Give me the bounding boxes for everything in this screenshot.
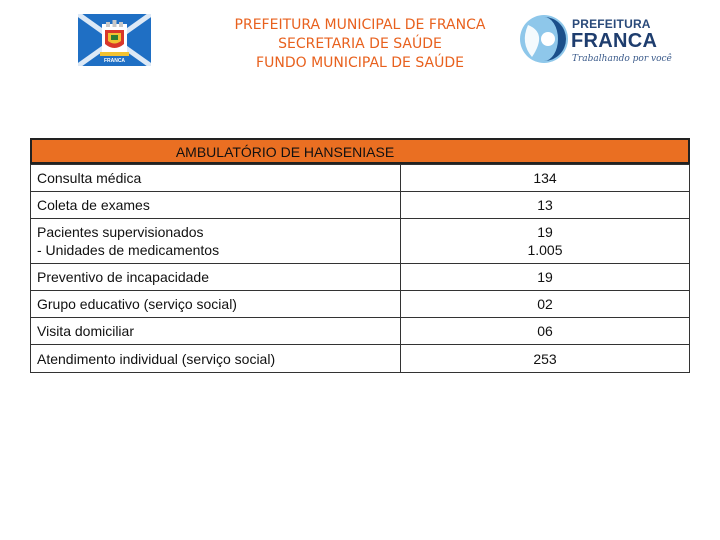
prefeitura-franca-logo bbox=[518, 13, 672, 69]
row-value: 19 1.005 bbox=[401, 219, 690, 264]
header-line-secretariat: SECRETARIA DE SAÚDE bbox=[278, 36, 442, 52]
header-title bbox=[200, 16, 520, 73]
table-title: AMBULATÓRIO DE HANSENIASE bbox=[175, 144, 395, 160]
table-row bbox=[31, 318, 690, 345]
data-table bbox=[30, 164, 690, 373]
table-title-bar bbox=[30, 138, 690, 164]
table-row bbox=[31, 345, 690, 373]
coat-of-arms-icon bbox=[78, 14, 151, 66]
row-label: Consulta médica bbox=[31, 165, 401, 192]
logo-top-text: PREFEITURA bbox=[572, 17, 651, 31]
row-value: 02 bbox=[401, 291, 690, 318]
row-value: 253 bbox=[401, 345, 690, 373]
row-label: Pacientes supervisionados - Unidades de medicamentos bbox=[31, 219, 401, 264]
row-label: Grupo educativo (serviço social) bbox=[31, 291, 401, 318]
table-row bbox=[31, 165, 690, 192]
row-label: Atendimento individual (serviço social) bbox=[31, 345, 401, 373]
table-row bbox=[31, 219, 690, 264]
header-line-fund: FUNDO MUNICIPAL DE SAÚDE bbox=[256, 55, 464, 71]
row-value: 13 bbox=[401, 192, 690, 219]
table-row bbox=[31, 264, 690, 291]
logo-swirl-icon bbox=[518, 13, 570, 65]
row-label: Coleta de exames bbox=[31, 192, 401, 219]
city-flag bbox=[78, 14, 151, 66]
logo-main-text: FRANCA bbox=[571, 30, 658, 52]
table-row bbox=[31, 291, 690, 318]
row-value: 06 bbox=[401, 318, 690, 345]
row-value: 134 bbox=[401, 165, 690, 192]
logo-tagline: Trabalhando por você bbox=[572, 54, 672, 64]
row-label: Preventivo de incapacidade bbox=[31, 264, 401, 291]
flag-caption: FRANCA bbox=[103, 58, 126, 64]
table-row bbox=[31, 192, 690, 219]
ambulatorio-table bbox=[30, 138, 690, 373]
row-value: 19 bbox=[401, 264, 690, 291]
header-line-municipality: PREFEITURA MUNICIPAL DE FRANCA bbox=[234, 17, 486, 33]
row-label: Visita domiciliar bbox=[31, 318, 401, 345]
